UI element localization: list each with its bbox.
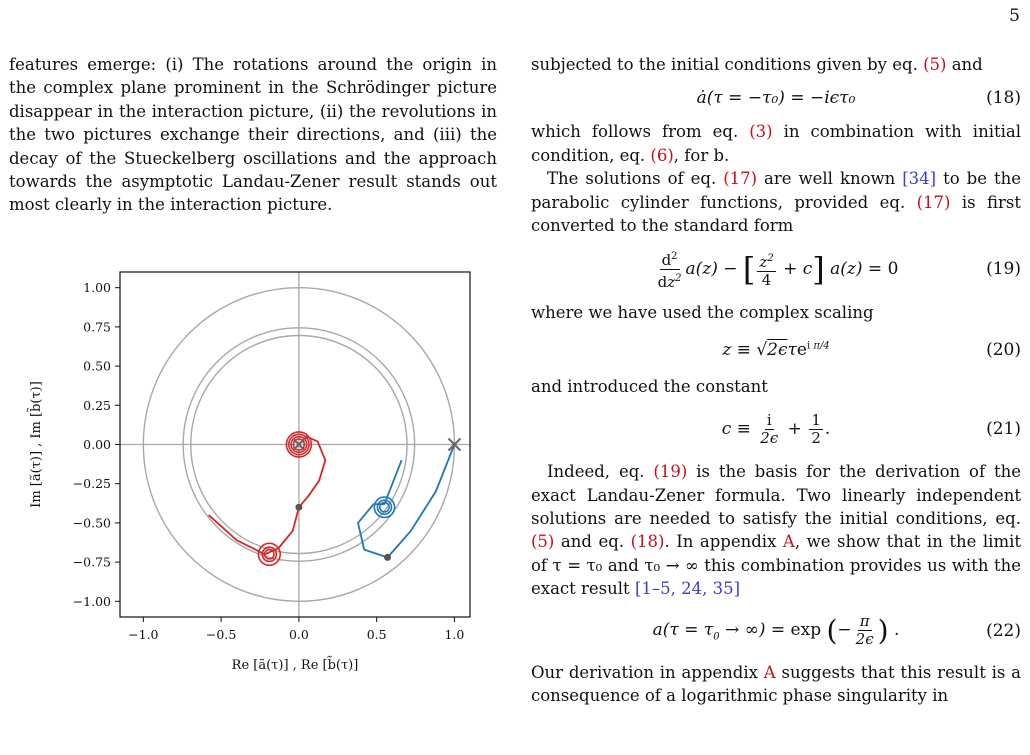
y-tick-label: 0.00 [83,437,111,452]
equation-19-number: (19) [986,259,1021,280]
eq-ref-link[interactable]: (18) [630,532,665,552]
y-tick-label: 0.25 [83,397,111,413]
eq-ref-link[interactable]: (17) [723,169,758,189]
paragraph-derivation: Indeed, eq. (19) is the basis for the derivation of the exact Landau-Zener formula. Two linearly independent solutions are needed to satisfy the initial conditions, eq. (5) and eq. (18). In appendix A, we show that in the limit of τ = τ₀ and τ₀ → ∞ this combination provides us with the exact result [1–5, 24, 35] [531,462,1022,599]
equation-21-body: c ≡ $\frac{i}{2\epsilon}$ + $\frac{1}{2}$ . [721,410,831,447]
equation-20-number: (20) [986,339,1021,360]
paragraph-logarithmic: Our derivation in appendix A suggests that this result is a consequence of a logarithmic phase singularity in [531,662,1022,706]
x-tick-label: 0.5 [366,627,387,642]
paragraph-complex-scaling: where we have used the complex scaling [531,303,874,323]
eq-ref-link[interactable]: (17) [916,192,951,212]
page-number: 5 [1009,6,1020,26]
series-curve-1 [209,507,299,554]
eq-ref-link[interactable]: (6) [650,145,674,165]
equation-22 [531,601,1021,661]
intro-paragraph: features emerge: (i) The rotations around the origin in the complex plane prominent in the Schrödinger picture disappear in the interaction picture, (ii) the revolutions in the two pictures exchange their directions, and (iii) the decay of the Stueckelberg oscillations and the approach towards the asymptotic Landau-Zener result stands out most clearly in the interaction picture. [9,55,497,215]
phase-plot [18,270,496,710]
equation-21-number: (21) [986,419,1021,440]
citation-link[interactable]: [34] [902,169,937,189]
equation-19-body: $\frac{d^2}{dz^2}$ a(z) − [ $\frac{z^2}{4}$ + c] a(z) = 0 [654,248,899,291]
x-tick-label: −1.0 [128,627,159,642]
y-tick-label: −0.75 [72,554,111,570]
citation-link[interactable]: [1–5, 24, 35] [634,579,741,599]
eq-ref-link[interactable]: (5) [531,532,555,552]
figure-complex-plane [18,270,496,710]
equation-22-number: (22) [986,620,1021,641]
equation-21 [531,398,1021,460]
y-tick-label: −0.25 [72,476,111,492]
eq-ref-link[interactable]: (3) [749,122,773,142]
paragraph-follows: which follows from eq. (3) in combination with initial condition, eq. (6), for b. [531,122,1021,165]
y-tick-label: 0.50 [83,358,111,374]
paragraph-solutions: The solutions of eq. (17) are well known [34] to be the parabolic cylinder functions, provided eq. (17) is first converted to the standard form [531,169,1022,236]
appendix-link[interactable]: A [782,532,795,552]
y-tick-label: 1.00 [83,280,111,296]
paragraph-initial-conditions: subjected to the initial conditions given by eq. (5) and [531,55,983,74]
y-tick-label: −0.50 [72,515,111,531]
x-axis-label: Re [ã(τ)] , Re [b̃(τ)] [231,658,359,673]
x-tick-label: 0.0 [288,627,309,642]
y-tick-label: 0.75 [83,319,111,335]
eq-ref-link[interactable]: (19) [653,462,688,482]
equation-18-body: ȧ(τ = −τ₀) = −iϵτ₀ [696,88,856,109]
equation-22-body: $a(\tau = \tau_0$ → ∞) = exp (− $\frac{\pi}{2\epsilon}$ ) . [652,612,900,649]
x-tick-label: 1.0 [444,627,465,642]
x-tick-label: −0.5 [205,627,237,642]
paragraph-constant: and introduced the constant [531,376,768,396]
appendix-link[interactable]: A [763,662,776,682]
eq-ref-link[interactable]: (5) [923,55,947,74]
marker-dot-3 [384,554,391,561]
equation-18-number: (18) [986,88,1021,109]
equation-18 [531,76,1021,120]
equation-19 [531,237,1021,301]
equation-20 [531,325,1021,375]
equation-20-body: z ≡ √2ϵτe$^{i \pi/4}$ [722,339,830,360]
left-column [9,53,497,217]
right-column [531,53,1021,708]
y-tick-label: −1.00 [72,593,111,609]
y-axis-label: Im [ã(τ)] , Im [b̃(τ)] [29,381,44,508]
marker-dot-2 [295,504,302,511]
